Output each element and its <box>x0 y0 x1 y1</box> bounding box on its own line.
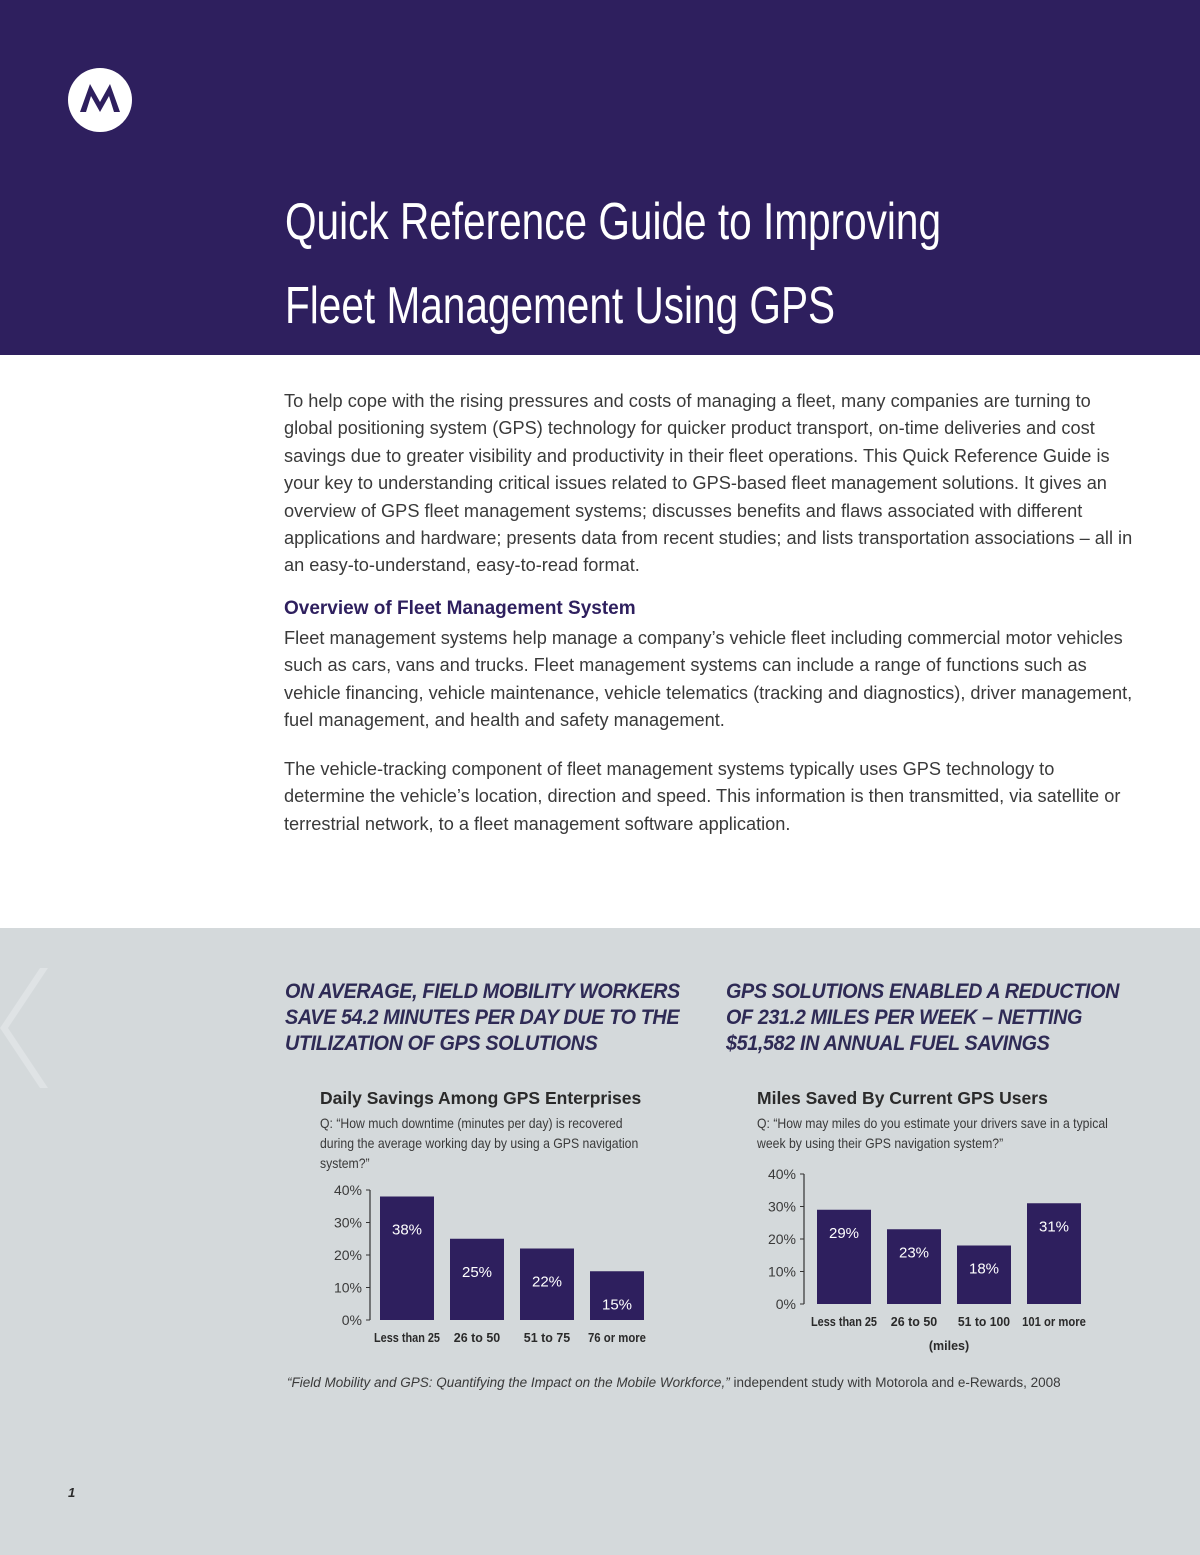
x-category-label: 76 or more <box>588 1331 647 1345</box>
page-title <box>285 180 971 348</box>
bar-value-label: 18% <box>968 1260 1000 1278</box>
bar-value-label: 15% <box>601 1296 633 1314</box>
page-number: 1 <box>68 1485 76 1500</box>
y-tick-label: 10% <box>767 1263 796 1280</box>
bar-value-label: 31% <box>1038 1218 1070 1236</box>
bar-value-label: 38% <box>391 1221 423 1239</box>
bar-value-label: 29% <box>828 1224 860 1242</box>
chart1-question: Q: “How much downtime (minutes per day) is recovered during the average working day by using a GPS navigation system?” <box>320 1116 639 1171</box>
motorola-logo-icon <box>68 68 132 132</box>
section-paragraph-2: The vehicle-tracking component of fleet management systems typically uses GPS technology to determine the vehicle’s location, direction and speed. This information is then transmitted, via satellite or terrestrial network, to a fleet management software application. <box>284 759 1121 834</box>
bar-value-label: 23% <box>898 1244 930 1262</box>
bar-value-label: 22% <box>531 1273 563 1291</box>
x-category-label: 26 to 50 <box>890 1315 938 1329</box>
y-tick-label: 30% <box>333 1214 362 1231</box>
source-title: “Field Mobility and GPS: Quantifying the Impact on the Mobile Workforce,” <box>287 1375 730 1390</box>
y-tick-label: 40% <box>333 1182 362 1198</box>
y-tick-label: 20% <box>767 1231 796 1247</box>
x-category-label: Less than 25 <box>811 1315 878 1329</box>
chart2-question: Q: “How may miles do you estimate your drivers save in a typical week by using their GPS navigation system?” <box>757 1116 1108 1151</box>
y-tick-label: 20% <box>333 1247 362 1263</box>
decorative-chevron <box>0 928 80 1128</box>
x-category-label: 51 to 100 <box>957 1315 1011 1329</box>
y-tick-label: 40% <box>767 1166 796 1182</box>
x-category-label: 51 to 75 <box>523 1331 571 1345</box>
x-axis-label: (miles) <box>928 1339 970 1353</box>
source-details: independent study with Motorola and e-Rewards, 2008 <box>729 1375 1061 1390</box>
title-line-2: Fleet Management Using GPS <box>285 277 836 335</box>
bar <box>887 1229 941 1304</box>
section-heading: Overview of Fleet Management System <box>284 598 636 619</box>
intro-paragraph: To help cope with the rising pressures and costs of managing a fleet, many companies are turning to global positioning system (GPS) technology for quicker product transport, on-time deliveries and cost savings due to greater visibility and productivity in their fleet operations. This Quick Reference Guide is your key to understanding critical issues related to GPS-based fleet management solutions. It gives an overview of GPS fleet management systems; discusses benefits and flaws associated with different applications and hardware; presents data from recent studies; and lists transportation associations – all in an easy-to-understand, easy-to-read format. <box>284 391 1133 576</box>
callout-right: GPS SOLUTIONS ENABLED A REDUCTION OF 231.2 MILES PER WEEK – NETTING $51,582 IN ANNUAL FUEL SAVINGS <box>726 979 1120 1055</box>
chart2-bar-chart <box>757 1162 1097 1362</box>
y-tick-label: 0% <box>341 1312 362 1328</box>
header-banner <box>0 0 1200 355</box>
y-tick-label: 30% <box>767 1198 796 1215</box>
bar <box>380 1197 434 1321</box>
source-citation <box>287 1375 1061 1390</box>
title-line-1: Quick Reference Guide to Improving <box>285 193 942 251</box>
y-tick-label: 10% <box>333 1279 362 1296</box>
section-paragraph-1: Fleet management systems help manage a company’s vehicle fleet including commercial motor vehicles such as cars, vans and trucks. Fleet management systems can include a range of functions such as vehicle financing, vehicle maintenance, vehicle telematics (tracking and diagnostics), driver management, fuel management, and health and safety management. <box>284 628 1133 731</box>
y-tick-label: 0% <box>775 1296 796 1312</box>
chart2-title: Miles Saved By Current GPS Users <box>757 1088 1048 1108</box>
callout-left: ON AVERAGE, FIELD MOBILITY WORKERS SAVE 54.2 MINUTES PER DAY DUE TO THE UTILIZATION OF GPS SOLUTIONS <box>285 979 680 1055</box>
x-category-label: 101 or more <box>1022 1315 1086 1329</box>
bar-value-label: 25% <box>461 1263 493 1281</box>
x-category-label: 26 to 50 <box>453 1331 501 1345</box>
chart1-title: Daily Savings Among GPS Enterprises <box>320 1088 642 1108</box>
chart1-bar-chart <box>320 1178 660 1358</box>
x-category-label: Less than 25 <box>374 1331 441 1345</box>
